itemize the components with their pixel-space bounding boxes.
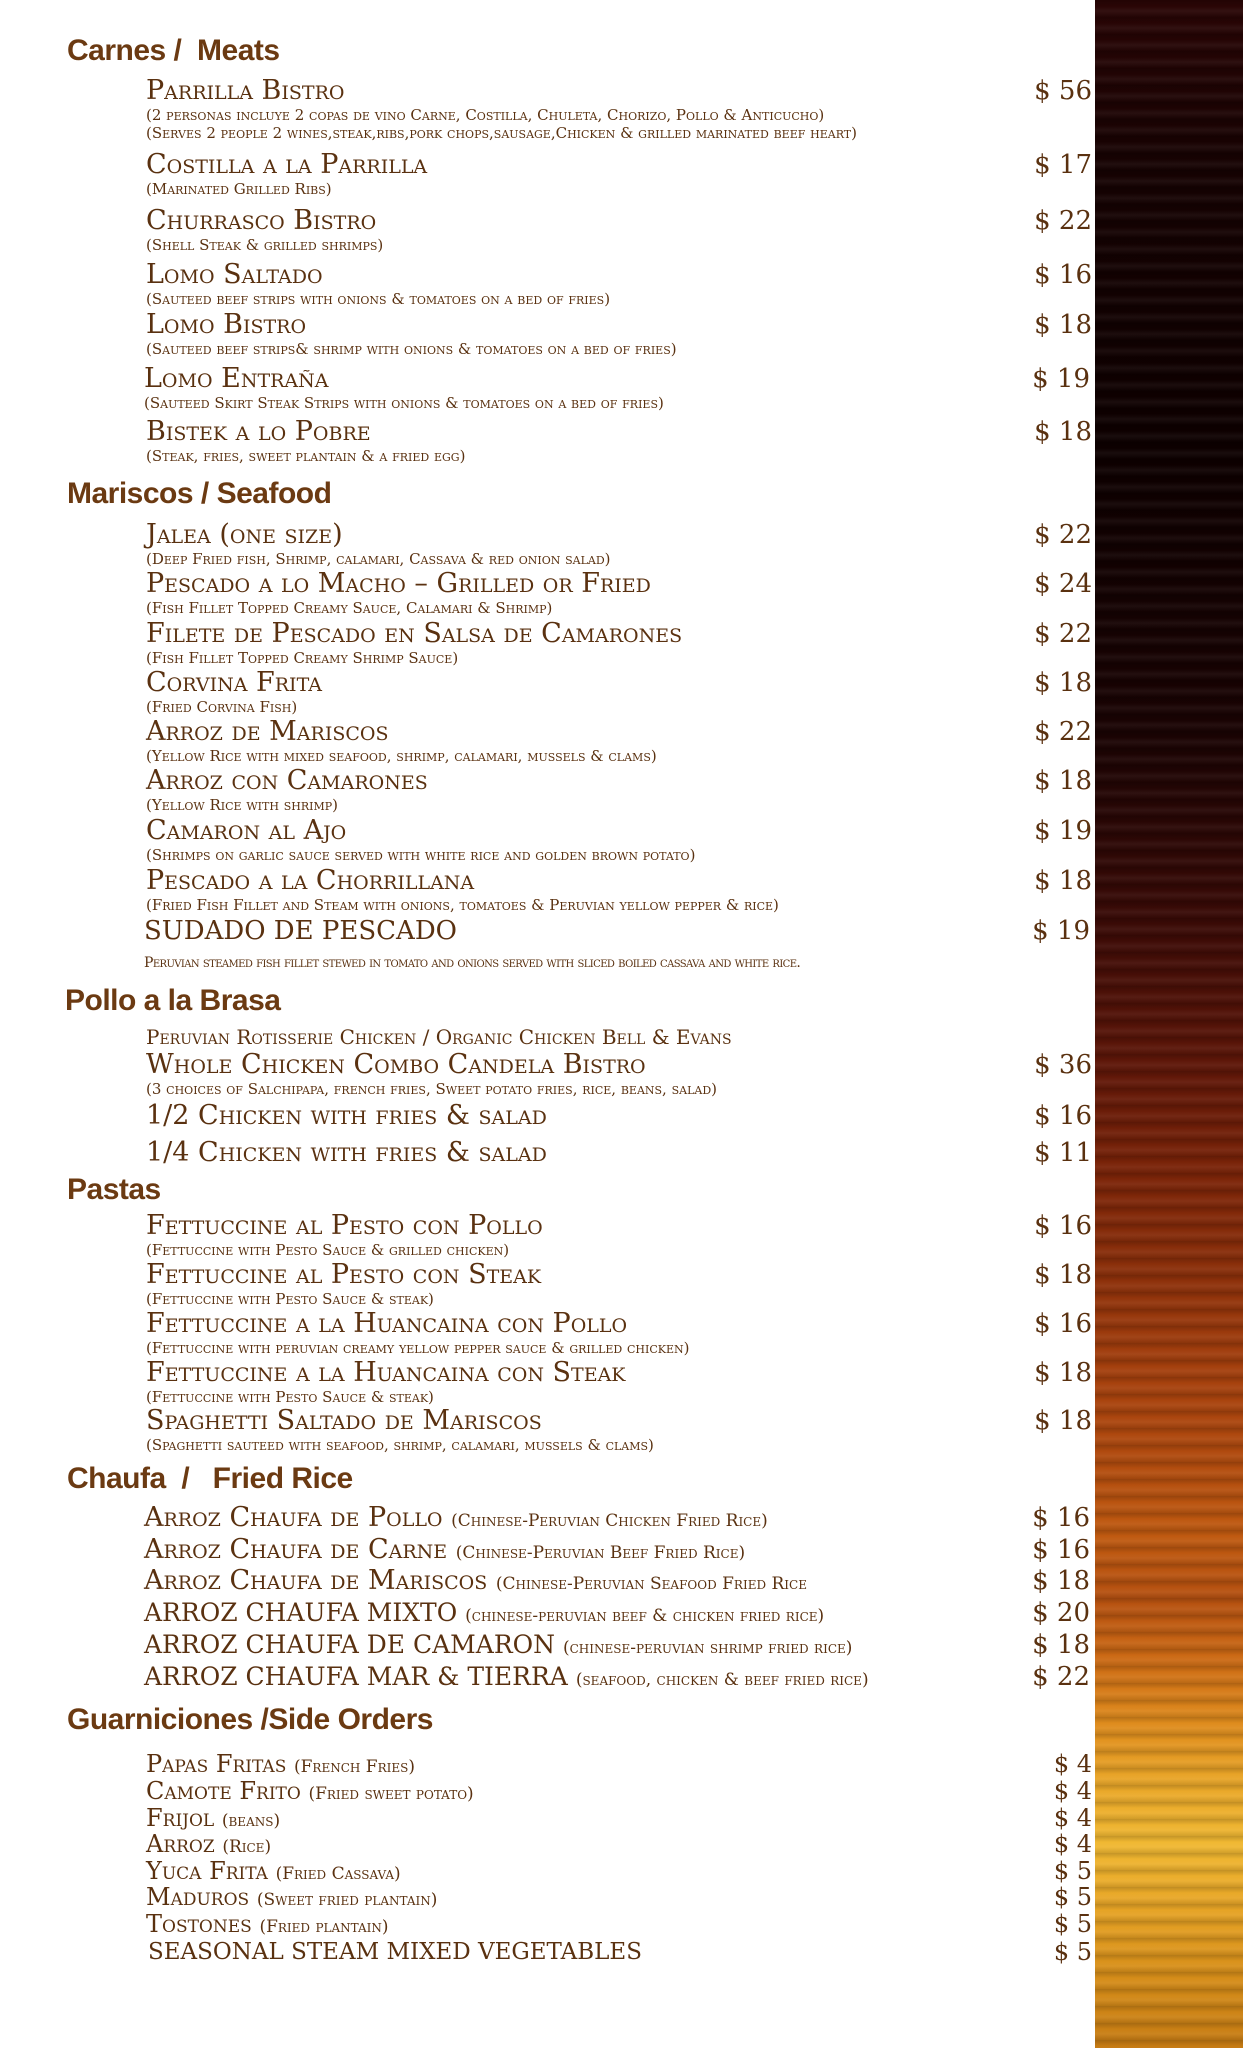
item-price: $ 5 <box>1053 1910 1092 1938</box>
item-description: (seafood, chicken & beef fried rice) <box>575 1670 869 1690</box>
item-name: Lomo Entraña <box>144 363 329 394</box>
menu-item <box>146 1830 1092 1861</box>
item-price: $ 22 <box>1034 717 1092 747</box>
item-name: Arroz <box>146 1830 215 1858</box>
section-subtitle <box>146 1025 1048 1049</box>
menu-item <box>146 1100 1092 1131</box>
item-description: (Spaghetti sauteed with seafood, shrimp, calamari, mussels & clams) <box>146 1436 654 1454</box>
item-description: (2 personas incluye 2 copas de vino Carne, Costilla, Chuleta, Chorizo, Pollo & Anticucho) <box>146 106 825 124</box>
item-name: Arroz de Mariscos <box>146 716 389 747</box>
menu-item <box>146 1777 1092 1808</box>
item-description: (chinese-peruvian beef & chicken fried rice) <box>465 1606 825 1626</box>
item-name: 1/4 Chicken with fries & salad <box>146 1137 547 1168</box>
item-price: $ 18 <box>1032 1630 1090 1660</box>
item-name: Jalea (one size) <box>146 519 343 550</box>
item-price: $ 18 <box>1034 766 1092 796</box>
menu-item <box>146 205 1092 254</box>
item-price: $ 11 <box>1034 1138 1092 1168</box>
item-name: Spaghetti Saltado de Mariscos <box>146 1405 542 1436</box>
item-description: (Fried sweet potato) <box>308 1784 474 1804</box>
item-name: ARROZ CHAUFA MIXTO <box>144 1598 458 1627</box>
menu-item <box>146 667 1092 716</box>
item-description: (Fried plantain) <box>259 1917 389 1937</box>
item-description: (Marinated Grilled Ribs) <box>146 180 332 198</box>
item-description: (Deep Fried fish, Shrimp, calamari, Cassava & red onion salad) <box>146 550 611 568</box>
item-name: Filete de Pescado en Salsa de Camarones <box>146 618 683 649</box>
item-name: Pescado a lo Macho – Grilled or Fried <box>146 568 651 599</box>
item-price: $ 16 <box>1034 1211 1092 1241</box>
menu-item <box>146 149 1092 198</box>
item-price: $ 16 <box>1034 1309 1092 1339</box>
item-name: SEASONAL STEAM MIXED VEGETABLES <box>148 1939 642 1965</box>
item-price: $ 5 <box>1053 1857 1092 1885</box>
item-description: (Fish Fillet Topped Creamy Shrimp Sauce) <box>146 649 459 667</box>
menu-item <box>144 1502 1090 1536</box>
item-price: $ 18 <box>1034 417 1092 447</box>
item-name: Camote Frito <box>146 1777 301 1805</box>
item-name: Lomo Saltado <box>146 259 323 290</box>
item-price: $ 22 <box>1032 1662 1090 1692</box>
menu-item <box>144 1565 1090 1599</box>
item-description: (Yellow Rice with mixed seafood, shrimp, calamari, mussels & clams) <box>146 747 657 765</box>
menu-item <box>146 1357 1092 1406</box>
item-description: Peruvian steamed fish fillet stewed in tomato and onions served with sliced boiled cassava and white rice. <box>144 955 801 971</box>
subtitle-text: Peruvian Rotisserie Chicken / Organic Chicken Bell & Evans <box>146 1025 732 1049</box>
item-price: $ 18 <box>1034 866 1092 896</box>
item-price: $ 18 <box>1034 1260 1092 1290</box>
item-price: $ 16 <box>1032 1503 1090 1533</box>
menu-item <box>146 519 1092 568</box>
item-description: (Rice) <box>222 1837 272 1857</box>
section-title-fried-rice: Chaufa / Fried Rice <box>67 1462 353 1495</box>
item-description: (Shrimps on garlic sauce served with white rice and golden brown potato) <box>146 846 696 864</box>
menu-item <box>146 815 1092 864</box>
menu-item <box>146 1049 1092 1098</box>
menu-item <box>146 259 1092 308</box>
item-description: (Sauteed beef strips& shrimp with onions & tomatoes on a bed of fries) <box>146 340 677 358</box>
item-price: $ 5 <box>1053 1883 1092 1911</box>
item-name: Camaron al Ajo <box>146 815 347 846</box>
item-description: (Fried Cassava) <box>275 1864 401 1884</box>
item-description: (Sauteed beef strips with onions & tomatoes on a bed of fries) <box>146 290 611 308</box>
item-description: (French Fries) <box>294 1757 415 1777</box>
item-name: Pescado a la Chorrillana <box>146 865 475 896</box>
item-name: Parrilla Bistro <box>146 75 345 106</box>
item-description: (chinese-peruvian shrimp fried rice) <box>562 1638 853 1658</box>
item-description: (Fish Fillet Topped Creamy Sauce, Calamari & Shrimp) <box>146 599 553 617</box>
item-description: (Sweet fried plantain) <box>256 1890 438 1910</box>
item-name: Fettuccine al Pesto con Pollo <box>146 1210 543 1241</box>
item-price: $ 5 <box>1053 1938 1092 1966</box>
menu-item <box>146 618 1092 667</box>
item-price: $ 16 <box>1032 1535 1090 1565</box>
item-price: $ 56 <box>1034 76 1092 106</box>
item-name: Whole Chicken Combo Candela Bistro <box>146 1049 646 1080</box>
item-description: (Fried Corvina Fish) <box>146 698 298 716</box>
item-name: ARROZ CHAUFA DE CAMARON <box>144 1630 556 1659</box>
item-price: $ 4 <box>1053 1830 1092 1858</box>
item-name: Churrasco Bistro <box>146 205 377 236</box>
item-name: Fettuccine al Pesto con Steak <box>146 1259 542 1290</box>
item-price: $ 18 <box>1034 1358 1092 1388</box>
item-price: $ 20 <box>1032 1598 1090 1628</box>
item-price: $ 17 <box>1034 150 1092 180</box>
item-description: (Serves 2 people 2 wines,steak,ribs,pork chops,sausage,Chicken & grilled marinated beef heart) <box>146 124 857 142</box>
item-description: (Chinese-Peruvian Chicken Fried Rice) <box>451 1511 768 1531</box>
item-price: $ 19 <box>1034 816 1092 846</box>
menu-item <box>146 416 1092 465</box>
item-price: $ 22 <box>1034 206 1092 236</box>
menu-item <box>146 568 1092 617</box>
item-price: $ 36 <box>1034 1050 1092 1080</box>
item-price: $ 18 <box>1034 668 1092 698</box>
item-price: $ 19 <box>1032 364 1090 394</box>
section-title-meats: Carnes / Meats <box>67 34 280 67</box>
item-name: Frijol <box>146 1804 215 1832</box>
item-name: Arroz Chaufa de Carne <box>144 1534 448 1565</box>
menu-item <box>146 1210 1092 1259</box>
item-price: $ 16 <box>1034 1101 1092 1131</box>
item-price: $ 18 <box>1034 310 1092 340</box>
item-price: $ 4 <box>1053 1777 1092 1805</box>
menu-item <box>146 1308 1092 1357</box>
section-title-pollo: Pollo a la Brasa <box>65 984 281 1017</box>
item-price: $ 4 <box>1053 1750 1092 1778</box>
menu-item <box>144 1534 1090 1568</box>
item-description: (beans) <box>221 1811 281 1831</box>
item-name: Arroz Chaufa de Pollo <box>144 1502 443 1533</box>
item-name: 1/2 Chicken with fries & salad <box>146 1100 547 1131</box>
item-description: (Sauteed Skirt Steak Strips with onions & tomatoes on a bed of fries) <box>144 394 664 412</box>
menu-item <box>146 309 1092 358</box>
item-description: (Chinese-Peruvian Seafood Fried Rice <box>495 1574 807 1594</box>
decorative-gradient-stripe <box>1095 0 1243 2048</box>
item-name: Bistek a lo Pobre <box>146 416 371 447</box>
menu-item <box>146 1259 1092 1308</box>
item-description: (Fettuccine with Pesto Sauce & steak) <box>146 1388 434 1406</box>
item-description: (Chinese-Peruvian Beef Fried Rice) <box>455 1543 746 1563</box>
item-price: $ 24 <box>1034 569 1092 599</box>
item-description: (Shell Steak & grilled shrimps) <box>146 236 384 254</box>
menu-item <box>146 765 1092 814</box>
item-name: Arroz con Camarones <box>146 765 428 796</box>
menu-item <box>148 1938 1092 1968</box>
menu-item <box>146 865 1092 914</box>
menu-item <box>146 1405 1092 1454</box>
item-description: (Steak, fries, sweet plantain & a fried egg) <box>146 447 466 465</box>
item-description: (Fettuccine with peruvian creamy yellow pepper sauce & grilled chicken) <box>146 1339 690 1357</box>
item-price: $ 4 <box>1053 1804 1092 1832</box>
item-price: $ 16 <box>1034 260 1092 290</box>
item-name: Maduros <box>146 1883 250 1911</box>
menu-item <box>146 1883 1092 1914</box>
section-title-pastas: Pastas <box>67 1173 161 1206</box>
item-price: $ 19 <box>1032 916 1090 946</box>
item-name: Yuca Frita <box>146 1857 268 1885</box>
item-price: $ 22 <box>1034 619 1092 649</box>
menu-item <box>144 1598 1090 1631</box>
item-name: Fettuccine a la Huancaina con Steak <box>146 1357 626 1388</box>
item-price: $ 22 <box>1034 520 1092 550</box>
item-name: Costilla a la Parrilla <box>146 149 428 180</box>
item-name: Arroz Chaufa de Mariscos <box>144 1565 488 1596</box>
item-name: Fettuccine a la Huancaina con Pollo <box>146 1308 628 1339</box>
menu-item <box>146 1137 1092 1168</box>
item-name: SUDADO DE PESCADO <box>144 916 457 946</box>
item-description: (Fettuccine with Pesto Sauce & steak) <box>146 1290 434 1308</box>
item-name: Lomo Bistro <box>146 309 307 340</box>
item-name: ARROZ CHAUFA MAR & TIERRA <box>144 1662 568 1691</box>
menu-item <box>144 1662 1090 1695</box>
item-name: Papas Fritas <box>146 1750 287 1778</box>
item-price: $ 18 <box>1034 1406 1092 1436</box>
menu-item <box>144 363 1090 412</box>
menu-item <box>146 716 1092 765</box>
section-title-seafood: Mariscos / Seafood <box>67 477 332 510</box>
section-title-side-orders: Guarniciones /Side Orders <box>67 1703 433 1736</box>
menu-item <box>146 75 1092 142</box>
item-name: Corvina Frita <box>146 667 322 698</box>
item-description: (Fettuccine with Pesto Sauce & grilled chicken) <box>146 1241 510 1259</box>
menu-item <box>146 1910 1092 1941</box>
item-description: (Fried Fish Fillet and Steam with onions, tomatoes & Peruvian yellow pepper & rice) <box>146 896 779 914</box>
menu-item <box>144 1630 1090 1663</box>
menu-item <box>144 916 1090 972</box>
item-price: $ 18 <box>1032 1566 1090 1596</box>
item-name: Tostones <box>146 1910 252 1938</box>
item-description: (3 choices of Salchipapa, french fries, Sweet potato fries, rice, beans, salad) <box>146 1080 717 1098</box>
item-description: (Yellow Rice with shrimp) <box>146 796 338 814</box>
